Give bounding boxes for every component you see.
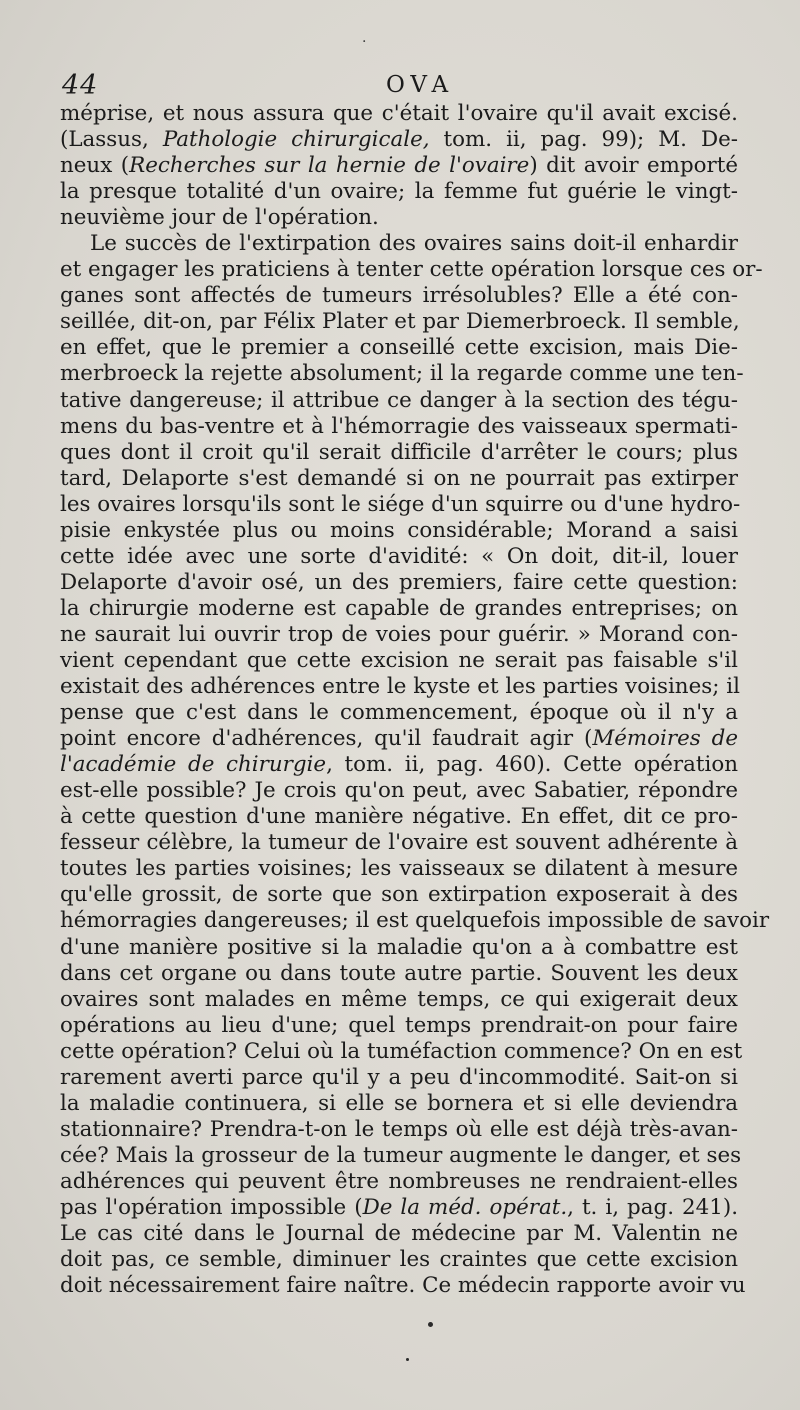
text-run: ne saurait lui ouvrir trop de voies pour guérir. » Morand con- xyxy=(60,621,738,647)
text-run: qu'elle grossit, de sorte que son extirpation exposerait à des xyxy=(60,882,738,908)
text-run: doit pas, ce semble, diminuer les craintes que cette excision xyxy=(60,1247,738,1273)
text-run: ques dont il croit qu'il serait difficile d'arrêter le cours; plus xyxy=(60,439,738,465)
text-run: point encore d'adhérences, qu'il faudrait agir ( xyxy=(60,726,593,752)
text-run: vient cependant que cette excision ne serait pas faisable s'il xyxy=(60,647,738,673)
text-line xyxy=(60,882,738,908)
text-line xyxy=(60,1142,742,1169)
text-run: la chirurgie moderne est capable de grandes entreprises; on xyxy=(60,595,738,621)
text-run: , t. i, pag. 241). xyxy=(567,1194,739,1220)
text-run: dans cet organe ou dans toute autre partie. Souvent les deux xyxy=(60,960,738,986)
text-run: Le succès de l'extirpation des ovaires sains doit-il enhardir xyxy=(90,231,738,257)
text-line xyxy=(60,466,738,492)
text-run: est-elle possible? Je crois qu'on peut, avec Sabatier, répondre xyxy=(60,778,738,804)
text-line xyxy=(60,804,738,830)
text-line xyxy=(60,1247,738,1273)
text-line xyxy=(60,752,738,778)
text-line xyxy=(60,648,738,674)
page-number: 44 xyxy=(62,70,99,101)
text-run: méprise, et nous assura que c'était l'ovaire qu'il avait excisé. xyxy=(60,101,738,126)
text-run: en effet, que le premier a conseillé cette excision, mais Die- xyxy=(60,335,738,361)
text-line xyxy=(60,544,738,570)
text-run: rarement averti parce qu'il y a peu d'incommodité. Sait-on si xyxy=(60,1064,738,1090)
text-run: cette opération? Celui où la tuméfaction commence? On en est xyxy=(60,1038,743,1064)
ink-spot xyxy=(428,1322,433,1327)
text-run: ) dit avoir emporté xyxy=(529,153,739,179)
text-run: mens du bas-ventre et à l'hémorragie des vaisseaux spermati- xyxy=(60,413,738,439)
text-line xyxy=(60,908,770,934)
text-line xyxy=(60,179,738,205)
text-run: (Lassus, xyxy=(60,127,163,153)
text-run: stationnaire? Prendra-t-on le temps où elle est déjà très-avan- xyxy=(60,1116,738,1142)
text-run: neux ( xyxy=(60,153,130,179)
text-line xyxy=(60,361,744,387)
text-line xyxy=(60,491,741,518)
text-line xyxy=(60,309,738,335)
text-line xyxy=(60,856,738,882)
text-line xyxy=(60,674,738,700)
text-run: hémorragies dangereuses; il est quelquefois impossible de savoir xyxy=(60,908,770,934)
text-line xyxy=(60,153,738,179)
text-line xyxy=(60,1091,738,1117)
text-run: la presque totalité d'un ovaire; la femme fut guérie le vingt- xyxy=(60,179,738,205)
text-run: pense que c'est dans le commencement, époque où il n'y a xyxy=(60,700,738,726)
text-run: Delaporte d'avoir osé, un des premiers, faire cette question: xyxy=(60,569,738,595)
text-run: pisie enkystée plus ou moins considérable; Morand a saisi xyxy=(60,517,738,543)
text-line xyxy=(60,1169,738,1195)
text-run: tom. ii, pag. 99); M. De- xyxy=(429,127,738,153)
text-line xyxy=(60,726,738,752)
text-run: pas l'opération impossible ( xyxy=(60,1194,363,1220)
text-line xyxy=(60,596,738,622)
text-run: doit nécessairement faire naître. Ce médecin rapporte avoir vu xyxy=(60,1273,746,1299)
text-run: neuvième jour de l'opération. xyxy=(60,205,379,231)
text-line xyxy=(60,1065,738,1091)
text-run: ovaires sont malades en même temps, ce qui exigerait deux xyxy=(60,986,738,1012)
text-run: d'une manière positive si la maladie qu'on a à combattre est xyxy=(60,934,738,960)
text-line xyxy=(60,1013,738,1039)
text-run: cette idée avec une sorte d'avidité: « On doit, dit-il, louer xyxy=(60,543,738,569)
text-run: opérations au lieu d'une; quel temps prendrait-on pour faire xyxy=(60,1012,738,1038)
text-line xyxy=(60,518,738,544)
text-run: tative dangereuse; il attribue ce danger à la section des tégu- xyxy=(60,387,738,413)
text-line xyxy=(60,1117,738,1143)
text-line xyxy=(60,1221,738,1247)
text-line xyxy=(60,414,738,440)
text-run: adhérences qui peuvent être nombreuses ne rendraient-elles xyxy=(60,1168,738,1194)
text-run: les ovaires lorsqu'ils sont le siége d'un squirre ou d'une hydro- xyxy=(60,491,741,517)
italic-title: Pathologie chirurgicale, xyxy=(162,127,430,153)
text-line xyxy=(60,961,738,987)
body-text xyxy=(60,101,770,1299)
text-line xyxy=(60,388,738,414)
text-line xyxy=(60,283,738,309)
text-run: et engager les praticiens à tenter cette opération lorsque ces or- xyxy=(60,257,763,283)
text-line xyxy=(60,205,738,231)
text-line xyxy=(60,700,738,726)
text-line xyxy=(60,127,738,153)
text-line xyxy=(60,335,738,361)
text-line xyxy=(60,778,738,804)
text-run: toutes les parties voisines; les vaisseaux se dilatent à mesure xyxy=(60,856,738,882)
text-run: la maladie continuera, si elle se bornera et si elle deviendra xyxy=(60,1090,738,1116)
text-line xyxy=(60,101,738,127)
italic-title: De la méd. opérat. xyxy=(362,1194,568,1220)
text-line xyxy=(60,257,763,283)
print-speck: · xyxy=(362,34,367,50)
running-head: OVA xyxy=(385,72,455,98)
text-line xyxy=(60,1038,743,1065)
text-run: , tom. ii, pag. 460). Cette opération xyxy=(326,752,739,778)
text-run: seillée, dit-on, par Félix Plater et par Diemerbroeck. Il semble, xyxy=(60,309,740,335)
text-run: à cette question d'une manière négative. En effet, dit ce pro- xyxy=(60,804,738,830)
text-run: fesseur célèbre, la tumeur de l'ovaire est souvent adhérente à xyxy=(60,830,738,856)
text-line xyxy=(60,830,738,856)
text-line xyxy=(60,1195,738,1221)
text-line xyxy=(60,935,738,961)
ink-spot xyxy=(406,1358,409,1361)
text-line xyxy=(60,570,738,596)
text-line xyxy=(60,1273,746,1299)
italic-title: Recherches sur la hernie de l'ovaire xyxy=(129,153,530,179)
text-line xyxy=(60,622,738,648)
text-run: existait des adhérences entre le kyste et les parties voisines; il xyxy=(60,674,740,700)
text-line xyxy=(60,440,738,466)
text-run: merbroeck la rejette absolument; il la regarde comme une ten- xyxy=(60,361,744,387)
text-run: Le cas cité dans le Journal de médecine par M. Valentin ne xyxy=(60,1221,738,1247)
text-line xyxy=(60,231,738,257)
italic-title: l'académie de chirurgie xyxy=(60,752,327,778)
text-line xyxy=(60,987,738,1013)
italic-title: Mémoires de xyxy=(592,726,738,752)
text-run: cée? Mais la grosseur de la tumeur augmente le danger, et ses xyxy=(60,1142,742,1168)
text-run: ganes sont affectés de tumeurs irrésolubles? Elle a été con- xyxy=(60,283,738,309)
text-run: tard, Delaporte s'est demandé si on ne pourrait pas extirper xyxy=(60,465,738,491)
